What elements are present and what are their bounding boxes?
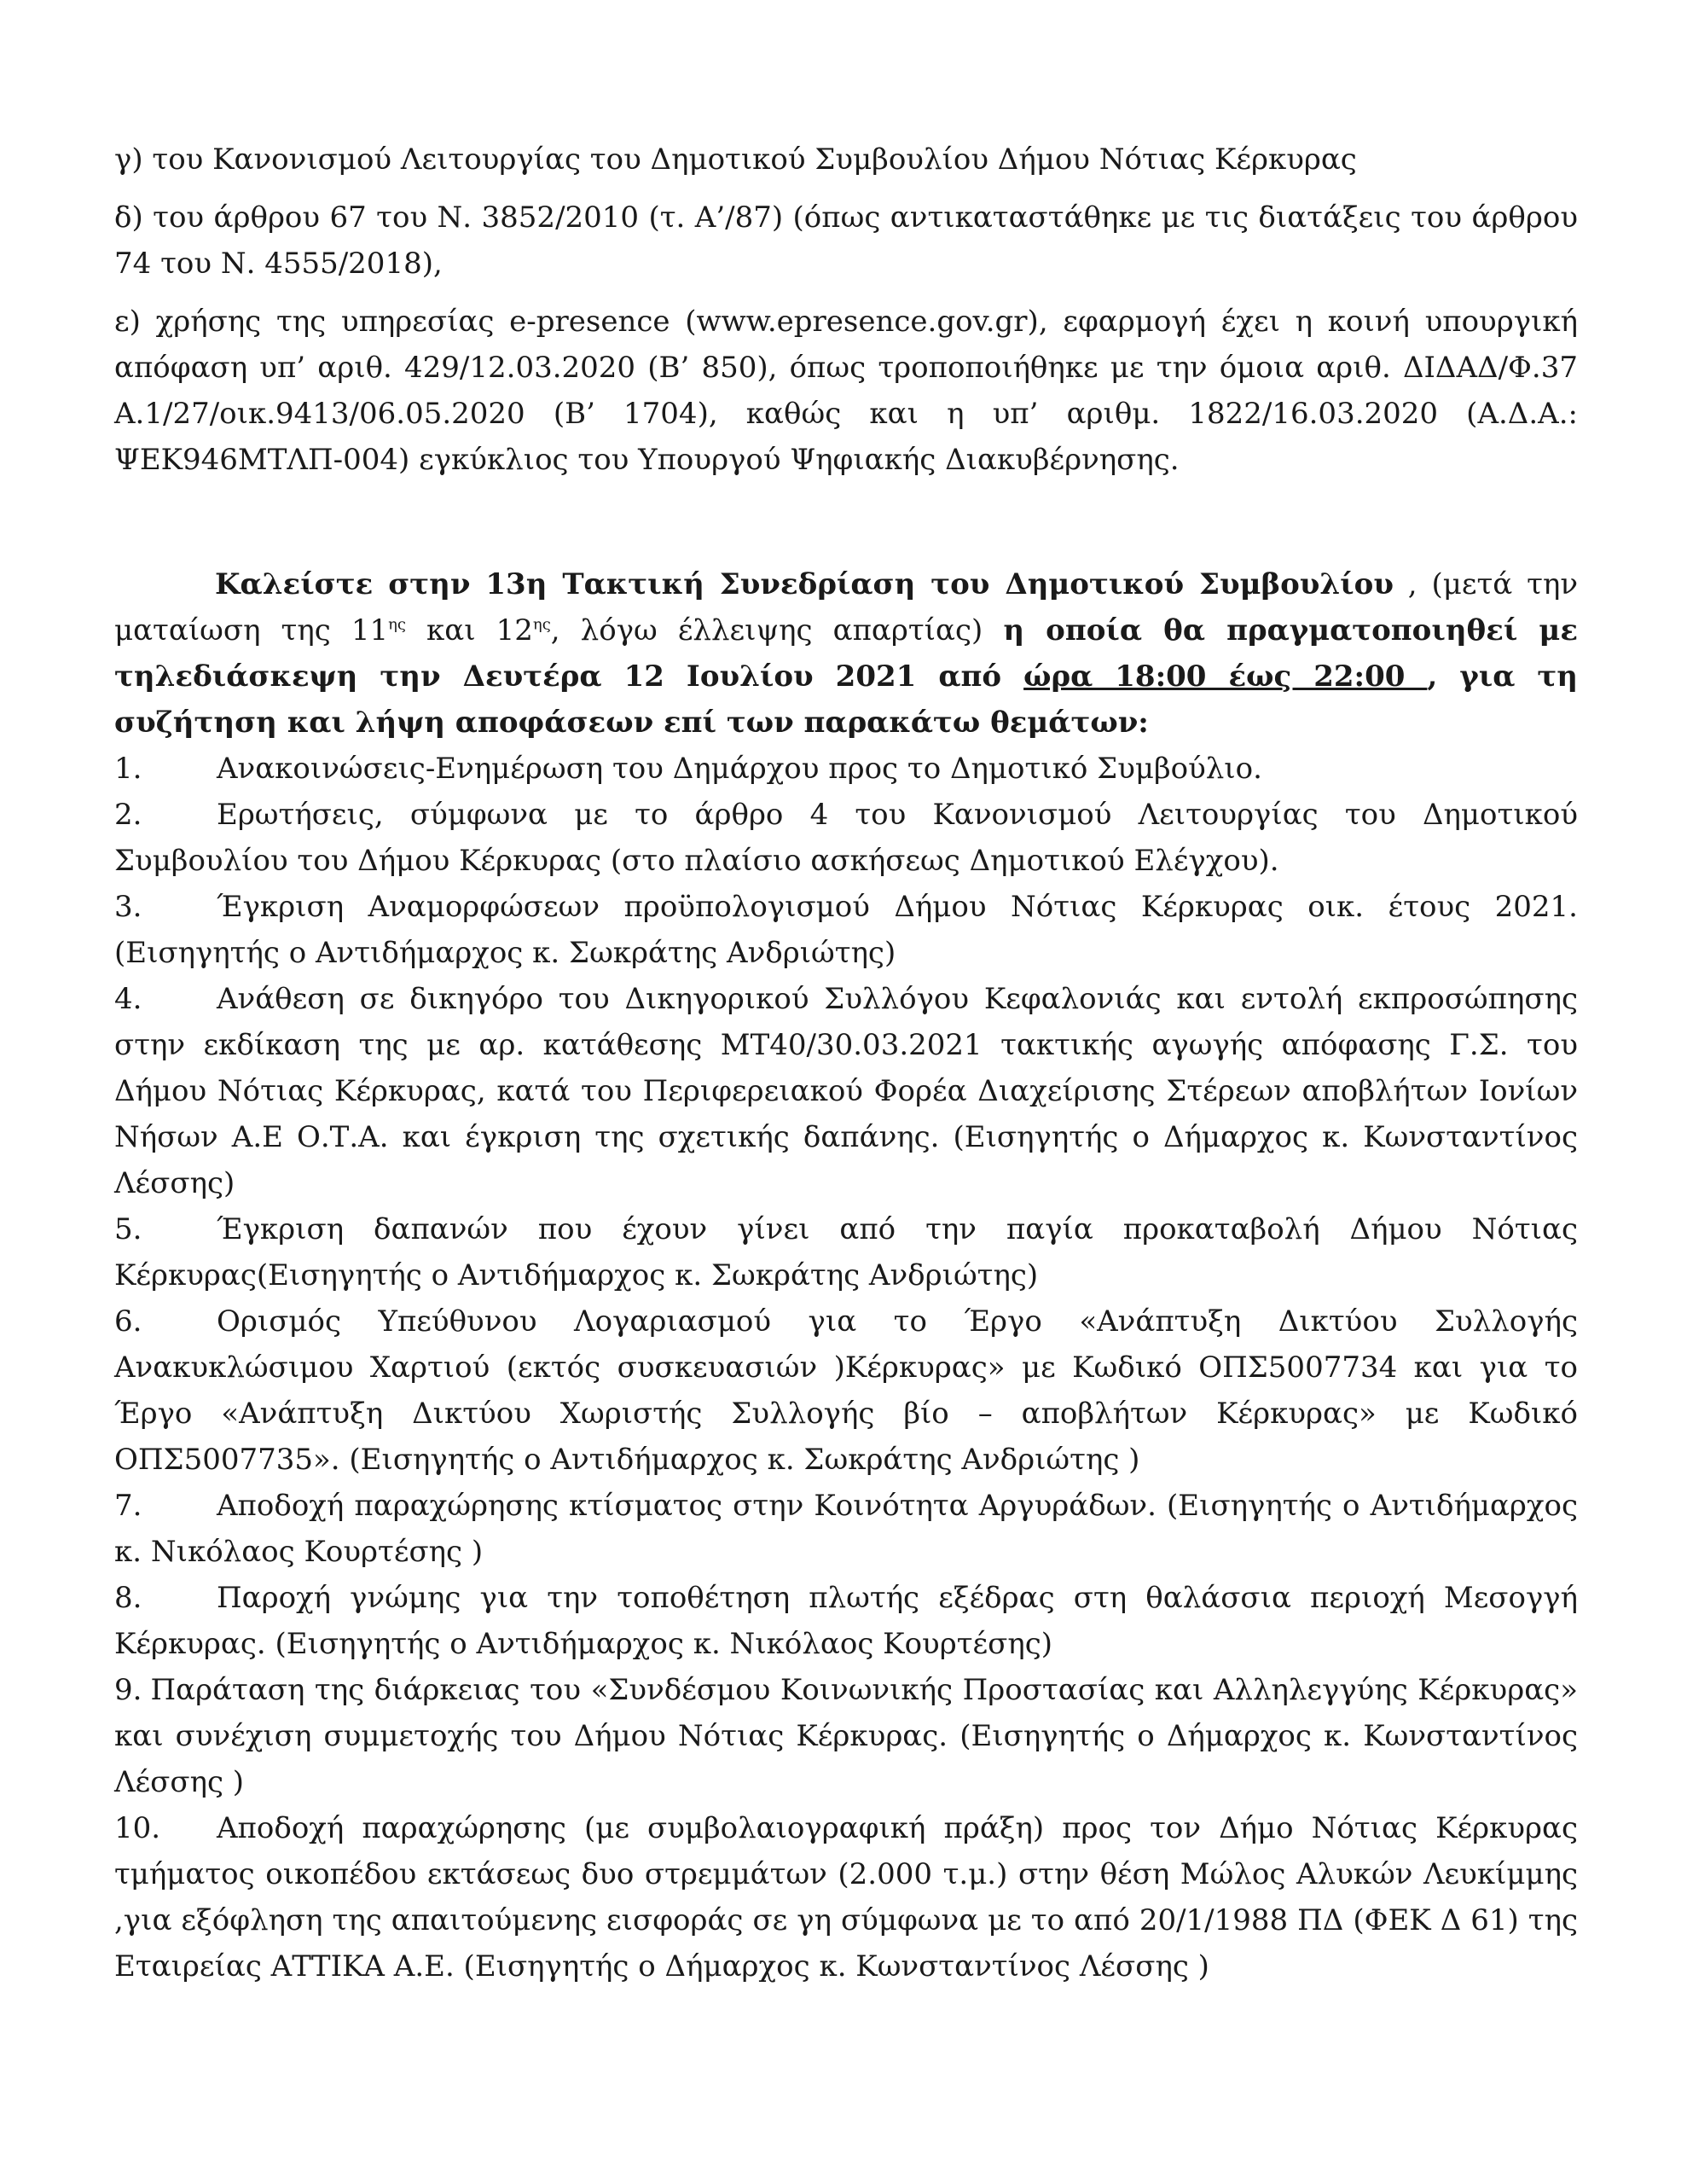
- agenda-item-text: Ανακοινώσεις-Ενημέρωση του Δημάρχου προς το Δημοτικό Συμβούλιο.: [217, 752, 1262, 786]
- convene-session-title: Καλείστε στην 13η Τακτική Συνεδρίαση του Δημοτικού Συμβουλίου: [215, 567, 1394, 601]
- agenda-item-number: 5.: [114, 1212, 142, 1246]
- agenda-item-text: Ανάθεση σε δικηγόρο του Δικηγορικού Συλλόγου Κεφαλονιάς και εντολή εκπροσώπησης στην εκδίκαση της με αρ. κατάθεσης ΜΤ40/30.03.2021 τακτικής αγωγής απόφασης Γ.Σ. του Δήμου Νότιας Κέρκυρας, κατά του Περιφερειακού Φορέα Διαχείρισης Στέρεων αποβλήτων Ιονίων Νήσων Α.Ε Ο.Τ.Α. και έγκριση της σχετικής δαπάνης. (Εισηγητής ο Δήμαρχος κ. Κωνσταντίνος Λέσσης): [114, 982, 1578, 1200]
- legal-basis-item-d: δ) του άρθρου 67 του Ν. 3852/2010 (τ. Α’/87) (όπως αντικαταστάθηκε με τις διατάξεις του άρθρου 74 του Ν. 4555/2018),: [114, 200, 1578, 281]
- agenda-item-text: Αποδοχή παραχώρησης κτίσματος στην Κοινότητα Αργυράδων. (Εισηγητής ο Αντιδήμαρχος κ. Νικόλαος Κουρτέσης ): [114, 1489, 1578, 1569]
- agenda-item-text: Παροχή γνώμης για την τοποθέτηση πλωτής εξέδρας στη θαλάσσια περιοχή Μεσογγή Κέρκυρας. (Εισηγητής ο Αντιδήμαρχος κ. Νικόλαος Κουρτέσης): [114, 1581, 1578, 1661]
- agenda-item-number: 2.: [114, 798, 142, 832]
- convene-cancellation-note-3: , λόγω έλλειψης απαρτίας): [550, 613, 1004, 648]
- agenda-item-number: 7.: [114, 1489, 142, 1523]
- agenda-item-text: Αποδοχή παραχώρησης (με συμβολαιογραφική πράξη) προς τον Δήμο Νότιας Κέρκυρας τμήματος οικοπέδου εκτάσεως δυο στρεμμάτων (2.000 τ.μ.) στην θέση Μώλος Αλυκών Λευκίμμης ,για εξόφληση της απαιτούμενης εισφοράς σε γη σύμφωνα με το από 20/1/1988 ΠΔ (ΦΕΚ Δ 61) της Εταιρείας ΑΤΤΙΚΑ Α.Ε. (Εισηγητής ο Δήμαρχος κ. Κωνσταντίνος Λέσσης ): [114, 1811, 1578, 1984]
- agenda-item-number: 4.: [114, 982, 142, 1016]
- agenda-item-number: 3.: [114, 890, 142, 924]
- convene-date: η οποία θα πραγματοποιηθεί με τηλεδιάσκεψη την Δευτέρα 12 Ιουλίου 2021 από: [114, 613, 1578, 694]
- agenda-item: [114, 1298, 1578, 1483]
- agenda-item-number: 6.: [114, 1304, 142, 1339]
- legal-basis-item-g: γ) του Κανονισμού Λειτουργίας του Δημοτικού Συμβουλίου Δήμου Νότιας Κέρκυρας: [114, 142, 1357, 177]
- agenda-item-number: 10.: [114, 1811, 161, 1845]
- agenda-item: [114, 1483, 1578, 1575]
- legal-basis-item-e: ε) χρήσης της υπηρεσίας e-presence (www.epresence.gov.gr), εφαρμογή έχει η κοινή υπουργική απόφαση υπ’ αριθ. 429/12.03.2020 (Β’ 850), όπως τροποποιήθηκε με την όμοια αριθ. ΔΙΔΑΔ/Φ.37 Α.1/27/οικ.9413/06.05.2020 (Β’ 1704), καθώς και η υπ’ αριθμ. 1822/16.03.2020 (Α.Δ.Α.: ΨΕΚ946ΜΤΛΠ-004) εγκύκλιος του Υπουργού Ψηφιακής Διακυβέρνησης.: [114, 305, 1578, 477]
- agenda-item-text: Έγκριση δαπανών που έχουν γίνει από την παγία προκαταβολή Δήμου Νότιας Κέρκυρας(Εισηγητής ο Αντιδήμαρχος κ. Σωκράτης Ανδριώτης): [114, 1212, 1578, 1292]
- agenda-item-text: Ορισμός Υπεύθυνου Λογαριασμού για το Έργο «Ανάπτυξη Δικτύου Συλλογής Ανακυκλώσιμου Χαρτιού (εκτός συσκευασιών )Κέρκυρας» με Κωδικό ΟΠΣ5007734 και για το Έργο «Ανάπτυξη Δικτύου Χωριστής Συλλογής βίο – αποβλήτων Κέρκυρας» με Κωδικό ΟΠΣ5007735». (Εισηγητής ο Αντιδήμαρχος κ. Σωκράτης Ανδριώτης ): [114, 1304, 1578, 1477]
- agenda-item: [114, 976, 1578, 1206]
- agenda-item: [114, 1575, 1578, 1667]
- agenda-list: [114, 746, 1578, 1989]
- convene-cancellation-note-2: και 12: [405, 613, 533, 648]
- convene-ordinal-suffix-2: ης: [532, 615, 551, 634]
- convene-cancellation-note-1: , (μετά την ματαίωση της 11: [114, 567, 1578, 648]
- agenda-item-text: Έγκριση Αναμορφώσεων προϋπολογισμού Δήμου Νότιας Κέρκυρας οικ. έτους 2021. (Εισηγητής ο Αντιδήμαρχος κ. Σωκράτης Ανδριώτης): [114, 890, 1578, 970]
- agenda-item: [114, 746, 1578, 792]
- agenda-item-text: Παράταση της διάρκειας του «Συνδέσμου Κοινωνικής Προστασίας και Αλληλεγγύης Κέρκυρας» και συνέχιση συμμετοχής του Δήμου Νότιας Κέρκυρας. (Εισηγητής ο Δήμαρχος κ. Κωνσταντίνος Λέσσης ): [114, 1673, 1578, 1799]
- convene-ordinal-suffix-1: ης: [388, 615, 406, 634]
- agenda-item: [114, 792, 1578, 884]
- convene-time: ώρα 18:00 έως 22:00: [1023, 659, 1428, 694]
- agenda-item-number: 1.: [114, 752, 142, 786]
- convene-paragraph: [114, 561, 1578, 746]
- agenda-item: [114, 1206, 1578, 1298]
- agenda-item-number: 8.: [114, 1581, 142, 1615]
- agenda-item: [114, 884, 1578, 976]
- convene-purpose: , για τη συζήτηση και λήψη αποφάσεων επί των παρακάτω θεμάτων:: [114, 659, 1578, 740]
- agenda-item-text: Ερωτήσεις, σύμφωνα με το άρθρο 4 του Κανονισμού Λειτουργίας του Δημοτικού Συμβουλίου του Δήμου Κέρκυρας (στο πλαίσιο ασκήσεως Δημοτικού Ελέγχου).: [114, 798, 1578, 878]
- agenda-item: [114, 1805, 1578, 1989]
- agenda-item: [114, 1667, 1578, 1805]
- agenda-item-number: 9.: [114, 1673, 142, 1707]
